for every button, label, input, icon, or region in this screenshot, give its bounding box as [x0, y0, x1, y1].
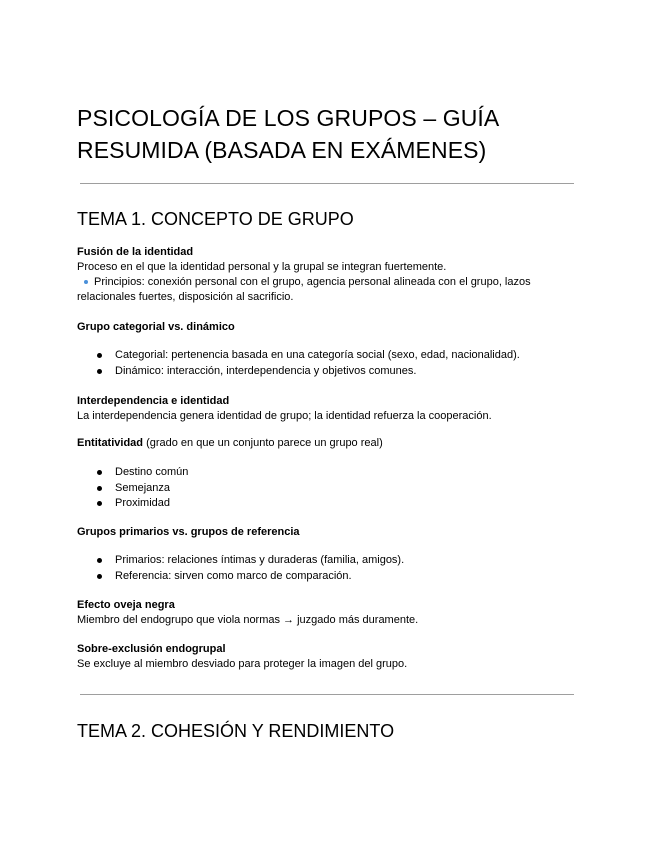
document-title: [77, 102, 597, 166]
interdependencia-heading: Interdependencia e identidad: [77, 395, 230, 407]
fusion-principles-line: [77, 275, 577, 290]
bullet-icon: [97, 470, 102, 475]
fusion-identidad-text: Proceso en el que la identidad personal y la grupal se integran fuertemente.: [77, 261, 447, 273]
list-item-text: Referencia: sirven como marco de comparación.: [115, 569, 352, 582]
list-item: [77, 364, 577, 380]
fusion-principles-text-2: relacionales fuertes, disposición al sacrificio.: [77, 291, 294, 303]
interdependencia-text: La interdependencia genera identidad de grupo; la identidad refuerza la cooperación.: [77, 410, 492, 422]
list-item: [77, 348, 577, 364]
oveja-negra-heading: Efecto oveja negra: [77, 599, 175, 611]
list-item: [77, 465, 577, 481]
bullet-icon: [97, 574, 102, 579]
primarios-list: [77, 553, 577, 584]
categorial-dinamico-block: [77, 320, 577, 335]
oveja-negra-block: [77, 598, 577, 628]
list-item-text: Semejanza: [115, 481, 171, 494]
primarios-block: [77, 525, 577, 540]
sobre-exclusion-heading: Sobre-exclusión endogrupal: [77, 643, 226, 655]
bullet-icon: [97, 501, 102, 506]
fusion-identidad-heading: Fusión de la identidad: [77, 246, 194, 258]
interdependencia-block: [77, 394, 577, 424]
entitatividad-note: (grado en que un conjunto parece un grupo real): [143, 437, 383, 449]
entitatividad-heading: Entitatividad: [77, 437, 144, 449]
sobre-exclusion-block: [77, 642, 577, 672]
primarios-heading: Grupos primarios vs. grupos de referencia: [77, 526, 300, 538]
entitatividad-block: [77, 436, 577, 451]
bullet-icon: [97, 353, 102, 358]
section-title-tema-1: TEMA 1. CONCEPTO DE GRUPO: [77, 209, 354, 229]
section-title-tema-2: TEMA 2. COHESIÓN Y RENDIMIENTO: [77, 721, 395, 741]
horizontal-rule: [80, 183, 574, 184]
list-item-text: Primarios: relaciones íntimas y duraderas (familia, amigos).: [115, 554, 405, 566]
list-item: [77, 569, 577, 585]
list-item: [77, 481, 577, 497]
sobre-exclusion-text: Se excluye al miembro desviado para proteger la imagen del grupo.: [77, 658, 408, 670]
entitatividad-list: [77, 465, 577, 512]
oveja-negra-text: Miembro del endogrupo que viola normas → juzgado más duramente.: [77, 614, 419, 626]
bullet-icon: [97, 558, 102, 563]
bullet-icon: [97, 369, 102, 374]
fusion-principles-text-1: Principios: conexión personal con el grupo, agencia personal alineada con el grupo, lazos: [94, 276, 531, 288]
entitatividad-heading-line: [77, 436, 577, 451]
list-item-text: Dinámico: interacción, interdependencia y objetivos comunes.: [115, 364, 417, 377]
document-title-line-2: RESUMIDA (BASADA EN EXÁMENES): [77, 137, 487, 163]
list-item-text: Destino común: [115, 466, 189, 478]
categorial-dinamico-list: [77, 348, 577, 379]
list-item: [77, 553, 577, 569]
bullet-icon: [97, 486, 102, 491]
list-item-text: Proximidad: [115, 497, 171, 509]
list-item: [77, 496, 577, 512]
horizontal-rule: [80, 694, 574, 695]
document-title-line-1: PSICOLOGÍA DE LOS GRUPOS – GUÍA: [77, 105, 500, 131]
small-bullet-icon: [84, 280, 88, 284]
categorial-dinamico-heading: Grupo categorial vs. dinámico: [77, 321, 235, 333]
list-item-text: Categorial: pertenencia basada en una categoría social (sexo, edad, nacionalidad).: [115, 349, 520, 361]
fusion-identidad-block: [77, 245, 577, 305]
